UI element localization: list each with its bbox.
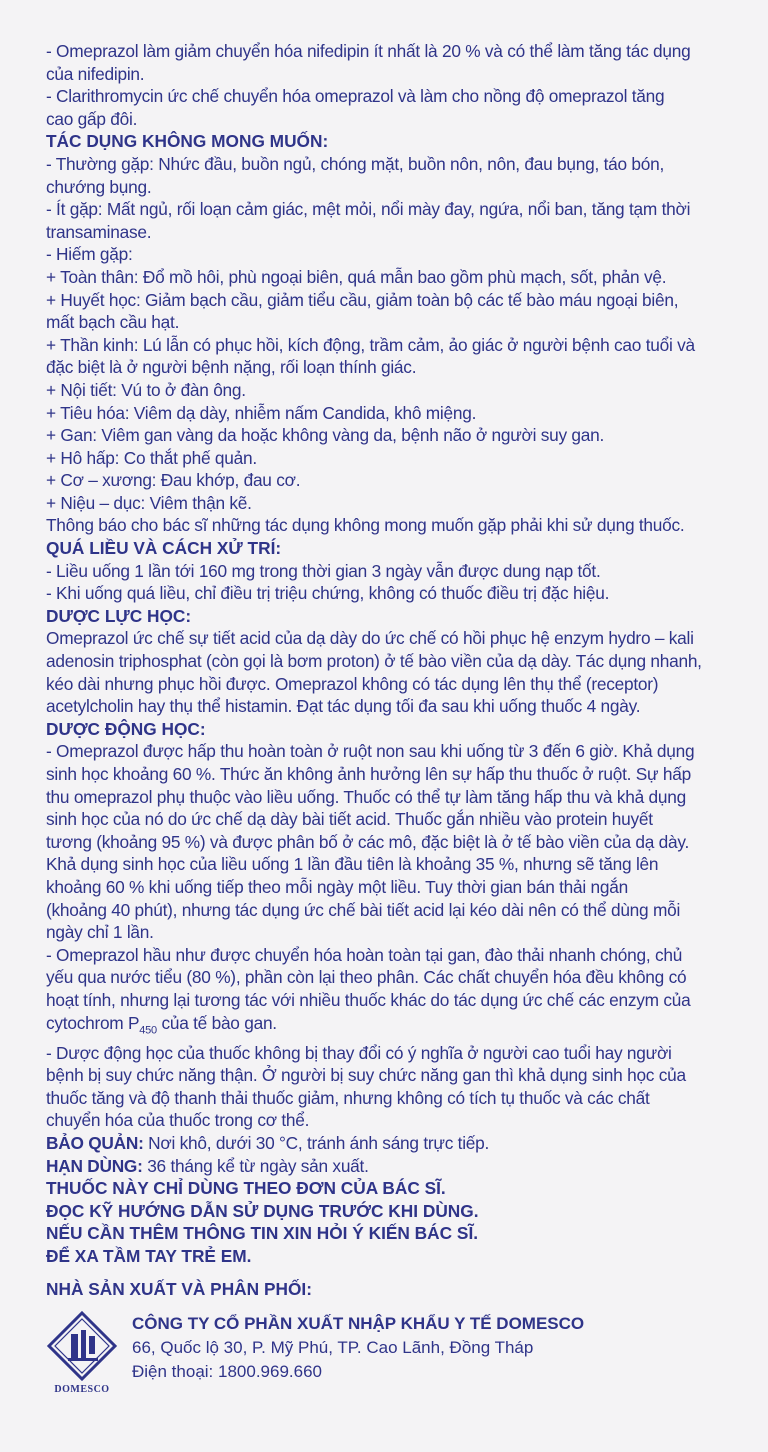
text-line: chướng bụng. <box>46 176 152 197</box>
text-line: Omeprazol ức chế sự tiết acid của dạ dày do ức chế có hồi phục hệ enzym hydro – kali <box>46 628 694 649</box>
text-line: - Dược động học của thuốc không bị thay đổi có ý nghĩa ở người cao tuổi hay người <box>46 1042 672 1063</box>
text-line: - Omeprazol được hấp thu hoàn toàn ở ruột non sau khi uống từ 3 đến 6 giờ. Khả dụng <box>46 741 695 762</box>
text-line: (khoảng 40 phút), nhưng tác dụng ức chế bài tiết acid lại kéo dài nên có thể dùng mỗi <box>46 899 681 920</box>
text-line: chuyển hóa của thuốc trong cơ thể. <box>46 1110 310 1131</box>
side-effects-section <box>46 153 758 537</box>
text-line: Khả dụng sinh học của liều uống 1 lần đầu tiên là khoảng 35 %, nhưng sẽ tăng lên <box>46 854 659 875</box>
storage-line <box>46 1132 758 1155</box>
company-name: CÔNG TY CỔ PHẦN XUẤT NHẬP KHẨU Y TẾ DOMESCO <box>132 1314 585 1334</box>
text-line: + Toàn thân: Đổ mồ hôi, phù ngoại biên, quá mẫn bao gồm phù mạch, sốt, phản vệ. <box>46 266 667 287</box>
text-line: acetylcholin hay thụ thể histamin. Đạt tác dụng tối đa sau khi uống thuốc 4 ngày. <box>46 696 641 717</box>
cytochrome-line <box>46 1012 758 1042</box>
text-line: + Tiêu hóa: Viêm dạ dày, nhiễm nấm Candida, khô miệng. <box>46 402 477 423</box>
manufacturer-info <box>132 1310 584 1400</box>
manufacturer-heading: NHÀ SẢN XUẤT VÀ PHÂN PHỐI: <box>46 1278 312 1299</box>
text-line: Thông báo cho bác sĩ những tác dụng không mong muốn gặp phải khi sử dụng thuốc. <box>46 515 685 536</box>
warning-line: NẾU CẦN THÊM THÔNG TIN XIN HỎI Ý KIẾN BÁC SĨ. <box>46 1223 479 1244</box>
manufacturer-block <box>46 1310 758 1400</box>
text-line: adenosin triphosphat (còn gọi là bơm proton) ở tế bào viền của dạ dày. Tác dụng nhanh, <box>46 651 702 672</box>
text-line: cao gấp đôi. <box>46 108 138 129</box>
text-line: sinh học của nó do ức chế dạ dày bài tiết acid. Thuốc gắn nhiều vào protein huyết <box>46 809 653 830</box>
overdose-heading: QUÁ LIỀU VÀ CÁCH XỬ TRÍ: <box>46 538 282 559</box>
text-line: - Thường gặp: Nhức đầu, buồn ngủ, chóng mặt, buồn nôn, nôn, đau bụng, táo bón, <box>46 153 665 174</box>
text-line: + Hô hấp: Co thắt phế quản. <box>46 447 257 468</box>
text-line: - Ít gặp: Mất ngủ, rối loạn cảm giác, mệt mỏi, nổi mày đay, ngứa, nổi ban, tăng tạm thời <box>46 199 691 220</box>
text-line: - Khi uống quá liều, chỉ điều trị triệu chứng, không có thuốc điều trị đặc hiệu. <box>46 583 610 604</box>
text-line: đặc biệt là ở người bệnh nặng, rối loạn thính giác. <box>46 357 417 378</box>
warning-line: THUỐC NÀY CHỈ DÙNG THEO ĐƠN CỦA BÁC SĨ. <box>46 1178 446 1199</box>
cyto-prefix: cytochrom P <box>46 1012 140 1033</box>
storage-label: BẢO QUẢN: <box>46 1132 144 1153</box>
text-line: + Niệu – dục: Viêm thận kẽ. <box>46 492 252 513</box>
pharmacodynamics-heading: DƯỢC LỰC HỌC: <box>46 605 192 626</box>
text-line: - Omeprazol hầu như được chuyển hóa hoàn toàn tại gan, đào thải nhanh chóng, chủ <box>46 944 683 965</box>
cyto-subscript: 450 <box>139 1023 157 1036</box>
storage-text: Nơi khô, dưới 30 °C, tránh ánh sáng trực tiếp. <box>143 1132 490 1153</box>
text-line: yếu qua nước tiểu (80 %), phần còn lại theo phân. Các chất chuyển hóa đều không có <box>46 967 687 988</box>
text-line: + Cơ – xương: Đau khớp, đau cơ. <box>46 470 301 491</box>
cyto-suffix: của tế bào gan. <box>156 1012 277 1033</box>
text-line: kéo dài nhưng phục hồi được. Omeprazol không có tác dụng lên thụ thể (receptor) <box>46 673 659 694</box>
text-line: - Omeprazol làm giảm chuyển hóa nifedipin ít nhất là 20 % và có thể làm tăng tác dụng <box>46 41 691 61</box>
leaflet-page <box>46 40 758 1400</box>
company-address: 66, Quốc lộ 30, P. Mỹ Phú, TP. Cao Lãnh, Đồng Tháp <box>132 1338 534 1358</box>
text-line: + Huyết học: Giảm bạch cầu, giảm tiểu cầu, giảm toàn bộ các tế bào máu ngoại biên, <box>46 289 679 310</box>
text-line: của nifedipin. <box>46 63 145 84</box>
text-line: ngày chỉ 1 lần. <box>46 922 154 943</box>
text-line: bệnh bị suy chức năng thận. Ở người bị suy chức năng gan thì khả dụng sinh học của <box>46 1065 686 1086</box>
expiry-text: 36 tháng kể từ ngày sản xuất. <box>142 1155 369 1176</box>
text-line: khoảng 60 % khi uống tiếp theo mỗi ngày một liều. Tuy thời gian bán thải ngắn <box>46 876 628 897</box>
text-line: hoạt tính, nhưng lại tương tác với nhiều thuốc khác do tác dụng ức chế các enzym của <box>46 989 691 1010</box>
text-line: + Nội tiết: Vú to ở đàn ông. <box>46 379 246 400</box>
domesco-logo-icon <box>46 1310 118 1382</box>
text-line: - Liều uống 1 lần tới 160 mg trong thời gian 3 ngày vẫn được dung nạp tốt. <box>46 560 601 581</box>
text-line: sinh học khoảng 60 %. Thức ăn không ảnh hưởng lên sự hấp thu thuốc ở ruột. Sự hấp <box>46 764 692 784</box>
text-line: thu omeprazol phụ thuộc vào liều uống. Thuốc có thể tự làm tăng hấp thu và khả dụng <box>46 786 686 807</box>
text-line: mất bạch cầu hạt. <box>46 312 180 333</box>
text-line: transaminase. <box>46 221 152 242</box>
company-phone: Điện thoại: 1800.969.660 <box>132 1362 322 1382</box>
text-line: + Thần kinh: Lú lẫn có phục hồi, kích động, trầm cảm, ảo giác ở người bệnh cao tuổi và <box>46 334 695 355</box>
pharmacokinetics-heading: DƯỢC ĐỘNG HỌC: <box>46 718 206 739</box>
text-line: - Hiếm gặp: <box>46 244 133 265</box>
text-line: tương (khoảng 95 %) và được phân bố ở các mô, đặc biệt là ở tế bào viền của dạ dày. <box>46 831 690 852</box>
text-line: - Clarithromycin ức chế chuyển hóa omeprazol và làm cho nồng độ omeprazol tăng <box>46 86 665 107</box>
expiry-line <box>46 1155 758 1178</box>
expiry-label: HẠN DÙNG: <box>46 1155 143 1176</box>
text-line: + Gan: Viêm gan vàng da hoặc không vàng da, bệnh não ở người suy gan. <box>46 425 605 446</box>
side-effects-heading: TÁC DỤNG KHÔNG MONG MUỐN: <box>46 131 329 152</box>
warning-line: ĐỌC KỸ HƯỚNG DẪN SỬ DỤNG TRƯỚC KHI DÙNG. <box>46 1200 479 1221</box>
domesco-logo <box>46 1310 118 1400</box>
logo-wordmark: DOMESCO <box>54 1384 110 1396</box>
warning-line: ĐỂ XA TẦM TAY TRẺ EM. <box>46 1245 252 1266</box>
text-line: thuốc tăng và độ thanh thải thuốc giảm, nhưng không có tích tụ thuốc và các chất <box>46 1087 650 1108</box>
